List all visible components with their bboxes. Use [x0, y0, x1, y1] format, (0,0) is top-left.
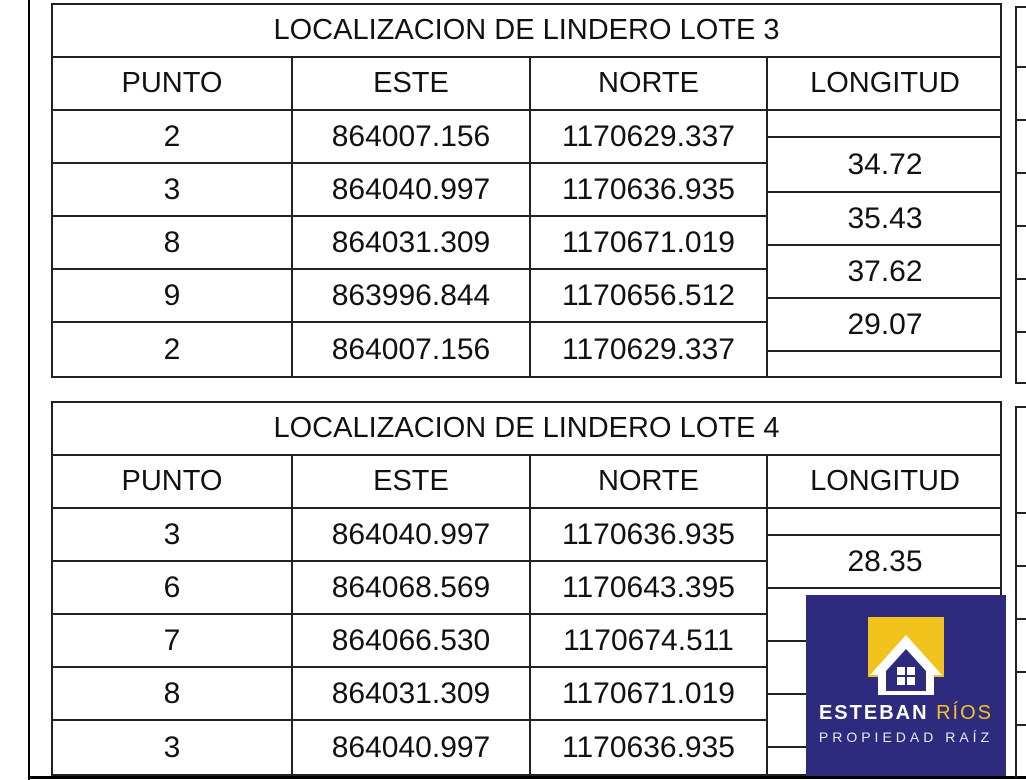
header-este: ESTE — [291, 58, 529, 109]
header-longitud: LONGITUD — [766, 58, 1002, 109]
brand-tagline: PROPIEDAD RAÍZ — [818, 729, 994, 745]
esteban-rios-logo — [806, 595, 1006, 776]
longitud-cell: 35.43 — [847, 201, 923, 235]
table-row — [53, 509, 766, 562]
brand-name — [806, 702, 1006, 725]
este-cell: 864007.156 — [291, 323, 529, 376]
punto-cell: 8 — [163, 676, 181, 710]
norte-cell: 1170629.337 — [529, 323, 766, 376]
norte-cell: 1170636.935 — [529, 164, 766, 215]
norte-cell: 1170671.019 — [529, 217, 766, 268]
page-frame-bottom — [28, 776, 1026, 779]
header-row — [53, 58, 1000, 111]
page-frame-left — [28, 0, 30, 780]
header-row — [53, 456, 1000, 509]
punto-cell: 2 — [163, 119, 181, 153]
longitud-cell: 37.62 — [847, 254, 923, 288]
table-title: LOCALIZACION DE LINDERO LOTE 4 — [53, 403, 1000, 456]
table-row — [53, 270, 766, 323]
este-cell: 864031.309 — [291, 217, 529, 268]
header-longitud: LONGITUD — [766, 456, 1002, 507]
norte-cell: 1170674.511 — [529, 615, 766, 666]
table-row — [53, 164, 766, 217]
punto-cell: 6 — [163, 570, 181, 604]
este-cell: 863996.844 — [291, 270, 529, 321]
header-norte: NORTE — [529, 456, 766, 507]
punto-cell: 2 — [163, 332, 181, 366]
este-cell: 864066.530 — [291, 615, 529, 666]
norte-cell: 1170656.512 — [529, 270, 766, 321]
este-cell: 864068.569 — [291, 562, 529, 613]
este-cell: 864040.997 — [291, 164, 529, 215]
table-row — [53, 111, 766, 164]
norte-cell: 1170671.019 — [529, 668, 766, 719]
este-cell: 864040.997 — [291, 509, 529, 560]
header-norte: NORTE — [529, 58, 766, 109]
este-cell: 864007.156 — [291, 111, 529, 162]
punto-cell: 8 — [163, 225, 181, 259]
table-row — [53, 615, 766, 668]
table-row — [53, 323, 766, 376]
header-punto: PUNTO — [121, 67, 223, 99]
punto-cell: 9 — [163, 278, 181, 312]
longitud-cell: 34.72 — [847, 147, 923, 181]
table-title: LOCALIZACION DE LINDERO LOTE 3 — [53, 5, 1000, 58]
header-este: ESTE — [291, 456, 529, 507]
longitud-cell: 29.07 — [847, 307, 923, 341]
brand-last-name: RÍOS — [936, 702, 994, 724]
house-icon — [806, 595, 1006, 776]
punto-cell: 3 — [163, 730, 181, 764]
longitud-column — [766, 111, 1002, 378]
punto-cell: 3 — [163, 517, 181, 551]
punto-cell: 3 — [163, 172, 181, 206]
norte-cell: 1170636.935 — [529, 721, 766, 774]
norte-cell: 1170636.935 — [529, 509, 766, 560]
longitud-cell: 28.35 — [847, 544, 923, 578]
norte-cell: 1170629.337 — [529, 111, 766, 162]
este-cell: 864031.309 — [291, 668, 529, 719]
adjacent-table-edge-top — [1015, 6, 1026, 384]
table-row — [53, 562, 766, 615]
norte-cell: 1170643.395 — [529, 562, 766, 613]
table-row — [53, 217, 766, 270]
table-row — [53, 668, 766, 721]
lote-3-boundary-table — [51, 3, 1002, 378]
table-row — [53, 721, 766, 774]
este-cell: 864040.997 — [291, 721, 529, 774]
punto-cell: 7 — [163, 623, 181, 657]
brand-first-name: ESTEBAN — [818, 702, 929, 724]
adjacent-table-edge-bottom — [1015, 406, 1026, 778]
header-punto: PUNTO — [121, 465, 223, 497]
